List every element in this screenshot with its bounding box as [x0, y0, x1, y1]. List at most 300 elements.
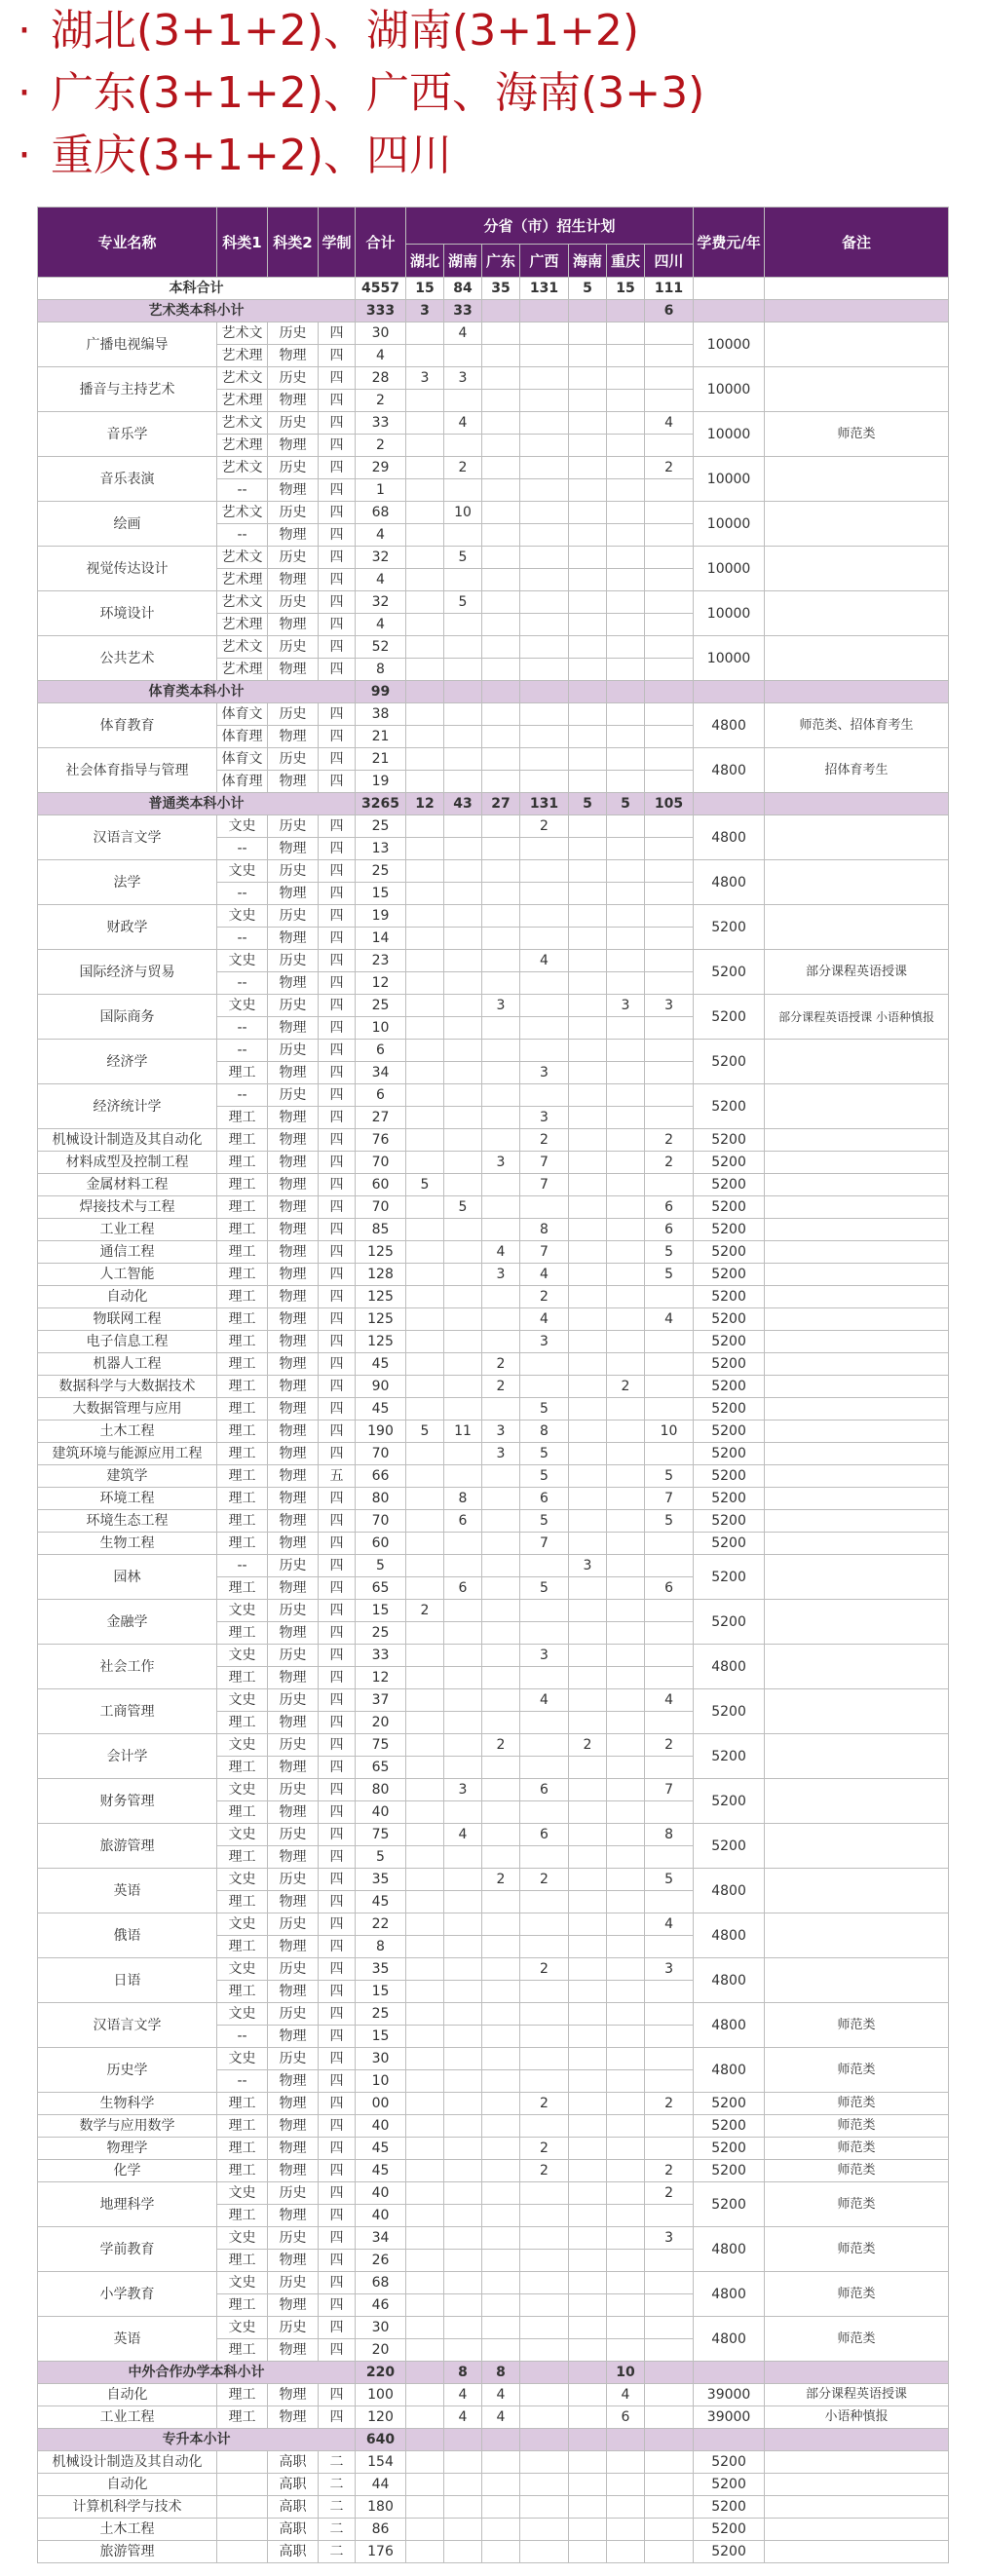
category-2: 历史	[268, 860, 319, 883]
category-1	[217, 2451, 268, 2474]
province-count	[569, 2496, 607, 2519]
study-years: 二	[319, 2496, 356, 2519]
category-1: 文史	[217, 2272, 268, 2294]
province-count	[569, 1241, 607, 1264]
major-total: 25	[356, 1622, 406, 1645]
province-count	[520, 345, 569, 367]
province-count	[482, 1219, 520, 1241]
category-2: 物理	[268, 1152, 319, 1174]
major-total: 12	[356, 972, 406, 995]
summary-note-cell	[765, 2362, 949, 2384]
province-count	[482, 524, 520, 547]
category-2: 物理	[268, 614, 319, 636]
province-count	[444, 2519, 482, 2541]
summary-province-count: 33	[444, 300, 482, 322]
major-total: 45	[356, 2138, 406, 2160]
remark	[765, 1219, 949, 1241]
major-name: 自动化	[38, 2384, 217, 2406]
table-row	[38, 2519, 949, 2541]
province-count	[645, 479, 694, 502]
category-1: 艺术文	[217, 547, 268, 569]
category-1: 理工	[217, 1331, 268, 1353]
major-total: 26	[356, 2250, 406, 2272]
province-count: 6	[520, 1779, 569, 1801]
remark	[765, 2541, 949, 2563]
province-count	[444, 524, 482, 547]
province-count	[406, 524, 444, 547]
province-count	[645, 2115, 694, 2138]
province-count	[444, 1869, 482, 1891]
tuition-fee: 4800	[694, 815, 765, 860]
province-count: 2	[520, 1958, 569, 1981]
province-count	[406, 928, 444, 950]
province-count	[645, 2384, 694, 2406]
study-years: 二	[319, 2541, 356, 2563]
study-years: 四	[319, 771, 356, 793]
table-row	[38, 1084, 949, 1107]
tuition-fee: 5200	[694, 1286, 765, 1308]
province-count	[569, 1824, 607, 1846]
major-name: 社会体育指导与管理	[38, 748, 217, 793]
major-name: 汉语言文学	[38, 2003, 217, 2048]
summary-province-count: 131	[520, 278, 569, 300]
province-count	[645, 1981, 694, 2003]
subtotal-row	[38, 2429, 949, 2451]
category-2: 物理	[268, 972, 319, 995]
province-count	[607, 748, 645, 771]
tuition-fee: 4800	[694, 1958, 765, 2003]
province-count: 4	[444, 2406, 482, 2429]
table-row	[38, 815, 949, 838]
summary-province-count	[569, 2362, 607, 2384]
province-count	[482, 591, 520, 614]
remark	[765, 1555, 949, 1600]
region-heading-text: 重庆(3+1+2)、四川	[51, 131, 453, 180]
remark	[765, 860, 949, 905]
province-count	[444, 905, 482, 928]
province-count: 6	[645, 1196, 694, 1219]
province-count	[569, 435, 607, 457]
province-count: 2	[645, 457, 694, 479]
province-count	[444, 928, 482, 950]
province-count	[520, 547, 569, 569]
province-count	[482, 838, 520, 860]
major-name: 机械设计制造及其自动化	[38, 2451, 217, 2474]
province-count	[607, 1129, 645, 1152]
province-count	[406, 614, 444, 636]
summary-province-count	[645, 2362, 694, 2384]
major-name: 小学教育	[38, 2272, 217, 2317]
major-name: 财政学	[38, 905, 217, 950]
province-count	[406, 2205, 444, 2227]
region-heading: · 湖北(3+1+2)、湖南(3+1+2)	[18, 6, 640, 56]
study-years: 四	[319, 1331, 356, 1353]
table-row	[38, 1241, 949, 1264]
province-count	[406, 1152, 444, 1174]
study-years: 四	[319, 1936, 356, 1958]
remark	[765, 905, 949, 950]
province-count	[406, 1219, 444, 1241]
category-1: 文史	[217, 995, 268, 1017]
province-count	[482, 569, 520, 591]
province-count	[482, 2451, 520, 2474]
province-count: 2	[520, 1129, 569, 1152]
summary-total: 99	[356, 681, 406, 703]
province-count	[482, 345, 520, 367]
category-2: 历史	[268, 1869, 319, 1891]
study-years: 四	[319, 1600, 356, 1622]
province-count	[569, 1286, 607, 1308]
province-count	[406, 1286, 444, 1308]
province-count	[482, 1084, 520, 1107]
category-1: 艺术理	[217, 659, 268, 681]
tuition-fee: 5200	[694, 2496, 765, 2519]
province-count	[520, 502, 569, 524]
province-count	[444, 1757, 482, 1779]
major-total: 70	[356, 1196, 406, 1219]
category-1: --	[217, 883, 268, 905]
major-total: 40	[356, 2205, 406, 2227]
province-count	[569, 322, 607, 345]
major-total: 90	[356, 1376, 406, 1398]
province-count	[520, 2182, 569, 2205]
major-name: 建筑学	[38, 1465, 217, 1488]
remark	[765, 1645, 949, 1689]
study-years: 四	[319, 928, 356, 950]
province-count	[569, 479, 607, 502]
province-count	[520, 1667, 569, 1689]
study-years: 四	[319, 2048, 356, 2070]
province-count	[607, 1107, 645, 1129]
province-count	[645, 502, 694, 524]
major-name: 社会工作	[38, 1645, 217, 1689]
province-count	[569, 502, 607, 524]
col-header-k2: 科类2	[268, 208, 319, 278]
category-1: 理工	[217, 1443, 268, 1465]
province-count: 4	[645, 1689, 694, 1712]
province-count	[482, 1129, 520, 1152]
province-count	[607, 2541, 645, 2563]
province-count	[444, 659, 482, 681]
province-count	[406, 1958, 444, 1981]
tuition-fee: 4800	[694, 1869, 765, 1913]
study-years: 四	[319, 815, 356, 838]
category-2: 历史	[268, 1555, 319, 1577]
major-name: 建筑环境与能源应用工程	[38, 1443, 217, 1465]
province-count	[645, 1645, 694, 1667]
major-name: 音乐表演	[38, 457, 217, 502]
summary-province-count	[607, 681, 645, 703]
major-total: 125	[356, 1331, 406, 1353]
province-count	[520, 703, 569, 726]
study-years: 四	[319, 1981, 356, 2003]
col-header-province: 四川	[645, 245, 694, 278]
category-1: 理工	[217, 1421, 268, 1443]
province-count	[645, 815, 694, 838]
province-count	[482, 1286, 520, 1308]
province-count: 7	[645, 1779, 694, 1801]
summary-label: 本科合计	[38, 278, 356, 300]
table-row	[38, 703, 949, 726]
province-count	[520, 1600, 569, 1622]
summary-province-count	[607, 300, 645, 322]
province-count	[482, 1331, 520, 1353]
tuition-fee: 5200	[694, 2541, 765, 2563]
province-count	[482, 1398, 520, 1421]
category-2: 物理	[268, 2339, 319, 2362]
province-count	[645, 1846, 694, 1869]
province-count	[406, 435, 444, 457]
province-count	[482, 2093, 520, 2115]
major-total: 25	[356, 995, 406, 1017]
category-2: 历史	[268, 591, 319, 614]
province-count	[645, 703, 694, 726]
province-count	[645, 1062, 694, 1084]
study-years: 四	[319, 502, 356, 524]
province-count	[569, 2093, 607, 2115]
category-2: 历史	[268, 950, 319, 972]
major-total: 65	[356, 1757, 406, 1779]
tuition-fee: 39000	[694, 2384, 765, 2406]
category-2: 物理	[268, 2250, 319, 2272]
province-count	[444, 1084, 482, 1107]
tuition-fee: 4800	[694, 2227, 765, 2272]
major-total: 19	[356, 905, 406, 928]
province-count	[406, 1107, 444, 1129]
province-count	[607, 547, 645, 569]
province-count	[482, 860, 520, 883]
province-count	[645, 659, 694, 681]
tuition-fee: 5200	[694, 1533, 765, 1555]
province-count	[444, 860, 482, 883]
category-2: 物理	[268, 771, 319, 793]
province-count	[406, 1801, 444, 1824]
category-2: 历史	[268, 547, 319, 569]
province-count	[444, 726, 482, 748]
grand-total-row	[38, 278, 949, 300]
province-count: 11	[444, 1421, 482, 1443]
major-name: 电子信息工程	[38, 1331, 217, 1353]
province-count: 2	[520, 1286, 569, 1308]
province-count	[482, 1510, 520, 1533]
remark	[765, 367, 949, 412]
summary-total: 220	[356, 2362, 406, 2384]
province-count	[607, 1308, 645, 1331]
province-count	[607, 950, 645, 972]
province-count	[482, 1465, 520, 1488]
province-count	[569, 2406, 607, 2429]
table-row	[38, 2115, 949, 2138]
province-count	[482, 1622, 520, 1645]
province-count	[444, 771, 482, 793]
col-header-province: 海南	[569, 245, 607, 278]
summary-label: 中外合作办学本科小计	[38, 2362, 356, 2384]
province-count	[482, 1779, 520, 1801]
study-years: 四	[319, 412, 356, 435]
province-count	[444, 1129, 482, 1152]
province-count: 4	[444, 1824, 482, 1846]
province-count	[406, 838, 444, 860]
province-count	[645, 435, 694, 457]
category-1: 理工	[217, 2384, 268, 2406]
category-2: 物理	[268, 1017, 319, 1040]
study-years: 四	[319, 659, 356, 681]
province-count	[607, 569, 645, 591]
tuition-fee: 5200	[694, 2093, 765, 2115]
province-count	[406, 1712, 444, 1734]
province-count	[645, 2294, 694, 2317]
province-count	[607, 838, 645, 860]
major-name: 绘画	[38, 502, 217, 547]
major-total: 35	[356, 1869, 406, 1891]
province-count	[569, 2115, 607, 2138]
province-count	[482, 2474, 520, 2496]
category-2: 物理	[268, 1353, 319, 1376]
province-count	[406, 322, 444, 345]
major-total: 4	[356, 569, 406, 591]
major-total: 13	[356, 838, 406, 860]
category-1: 艺术理	[217, 435, 268, 457]
category-2: 历史	[268, 2048, 319, 2070]
tuition-fee: 10000	[694, 412, 765, 457]
province-count	[607, 1577, 645, 1600]
remark: 师范类	[765, 2227, 949, 2272]
province-count	[406, 1555, 444, 1577]
category-1: 文史	[217, 2048, 268, 2070]
province-count	[444, 1331, 482, 1353]
summary-province-count	[607, 2429, 645, 2451]
remark: 师范类	[765, 2138, 949, 2160]
study-years: 四	[319, 1488, 356, 1510]
study-years: 四	[319, 950, 356, 972]
province-count	[520, 1936, 569, 1958]
province-count	[406, 390, 444, 412]
remark: 师范类	[765, 2182, 949, 2227]
study-years: 四	[319, 1667, 356, 1689]
province-count: 3	[645, 2227, 694, 2250]
category-1: --	[217, 838, 268, 860]
tuition-fee: 5200	[694, 1040, 765, 1084]
tuition-fee: 5200	[694, 2474, 765, 2496]
province-count	[569, 726, 607, 748]
major-name: 地理科学	[38, 2182, 217, 2227]
remark	[765, 1084, 949, 1129]
major-total: 2	[356, 390, 406, 412]
province-count	[482, 1062, 520, 1084]
province-count	[406, 1913, 444, 1936]
category-1: 文史	[217, 1824, 268, 1846]
remark	[765, 2519, 949, 2541]
province-count	[520, 1353, 569, 1376]
major-name: 焊接技术与工程	[38, 1196, 217, 1219]
summary-total: 640	[356, 2429, 406, 2451]
province-count	[569, 1331, 607, 1353]
province-count	[607, 1084, 645, 1107]
category-2: 历史	[268, 1689, 319, 1712]
major-total: 25	[356, 860, 406, 883]
study-years: 四	[319, 1779, 356, 1801]
category-1: 文史	[217, 1645, 268, 1667]
province-count	[569, 1779, 607, 1801]
study-years: 四	[319, 1622, 356, 1645]
province-count	[482, 2070, 520, 2093]
major-total: 15	[356, 1981, 406, 2003]
province-count	[444, 2317, 482, 2339]
enrollment-plan-table	[37, 207, 949, 2563]
province-count	[482, 2339, 520, 2362]
province-count	[607, 2115, 645, 2138]
major-name: 经济学	[38, 1040, 217, 1084]
category-1: 体育文	[217, 748, 268, 771]
category-2: 物理	[268, 928, 319, 950]
province-count	[406, 1891, 444, 1913]
major-name: 经济统计学	[38, 1084, 217, 1129]
tuition-fee: 5200	[694, 2115, 765, 2138]
province-count: 5	[520, 1398, 569, 1421]
major-name: 环境生态工程	[38, 1510, 217, 1533]
province-count	[607, 636, 645, 659]
province-count	[520, 1622, 569, 1645]
remark	[765, 1152, 949, 1174]
remark	[765, 1443, 949, 1465]
province-count	[569, 2384, 607, 2406]
tuition-fee: 5200	[694, 1196, 765, 1219]
category-1: 理工	[217, 1286, 268, 1308]
category-1: 艺术文	[217, 591, 268, 614]
province-count	[406, 569, 444, 591]
category-2: 物理	[268, 1465, 319, 1488]
study-years: 二	[319, 2474, 356, 2496]
category-1	[217, 2474, 268, 2496]
category-1: 艺术理	[217, 569, 268, 591]
province-count: 6	[444, 1510, 482, 1533]
province-count	[520, 1801, 569, 1824]
province-count	[645, 1174, 694, 1196]
province-count: 3	[645, 1958, 694, 1981]
province-count	[406, 1577, 444, 1600]
province-count: 6	[520, 1824, 569, 1846]
province-count	[645, 2339, 694, 2362]
province-count	[482, 390, 520, 412]
province-count	[569, 2519, 607, 2541]
province-count	[482, 1801, 520, 1824]
major-total: 21	[356, 726, 406, 748]
table-row	[38, 457, 949, 479]
province-count	[444, 2250, 482, 2272]
province-count	[569, 390, 607, 412]
province-count	[482, 1846, 520, 1869]
summary-province-count	[444, 681, 482, 703]
province-count	[607, 390, 645, 412]
province-count: 7	[645, 1488, 694, 1510]
province-count	[444, 2272, 482, 2294]
category-2: 历史	[268, 2182, 319, 2205]
province-count: 3	[482, 995, 520, 1017]
province-count	[406, 2474, 444, 2496]
province-count	[520, 1376, 569, 1398]
major-total: 21	[356, 748, 406, 771]
summary-province-count	[520, 2362, 569, 2384]
major-total: 176	[356, 2541, 406, 2563]
remark	[765, 1510, 949, 1533]
table-row	[38, 1869, 949, 1891]
remark	[765, 1779, 949, 1824]
category-1: --	[217, 1555, 268, 1577]
remark: 师范类	[765, 2160, 949, 2182]
province-count	[607, 2272, 645, 2294]
province-count	[520, 2317, 569, 2339]
province-count: 7	[520, 1174, 569, 1196]
